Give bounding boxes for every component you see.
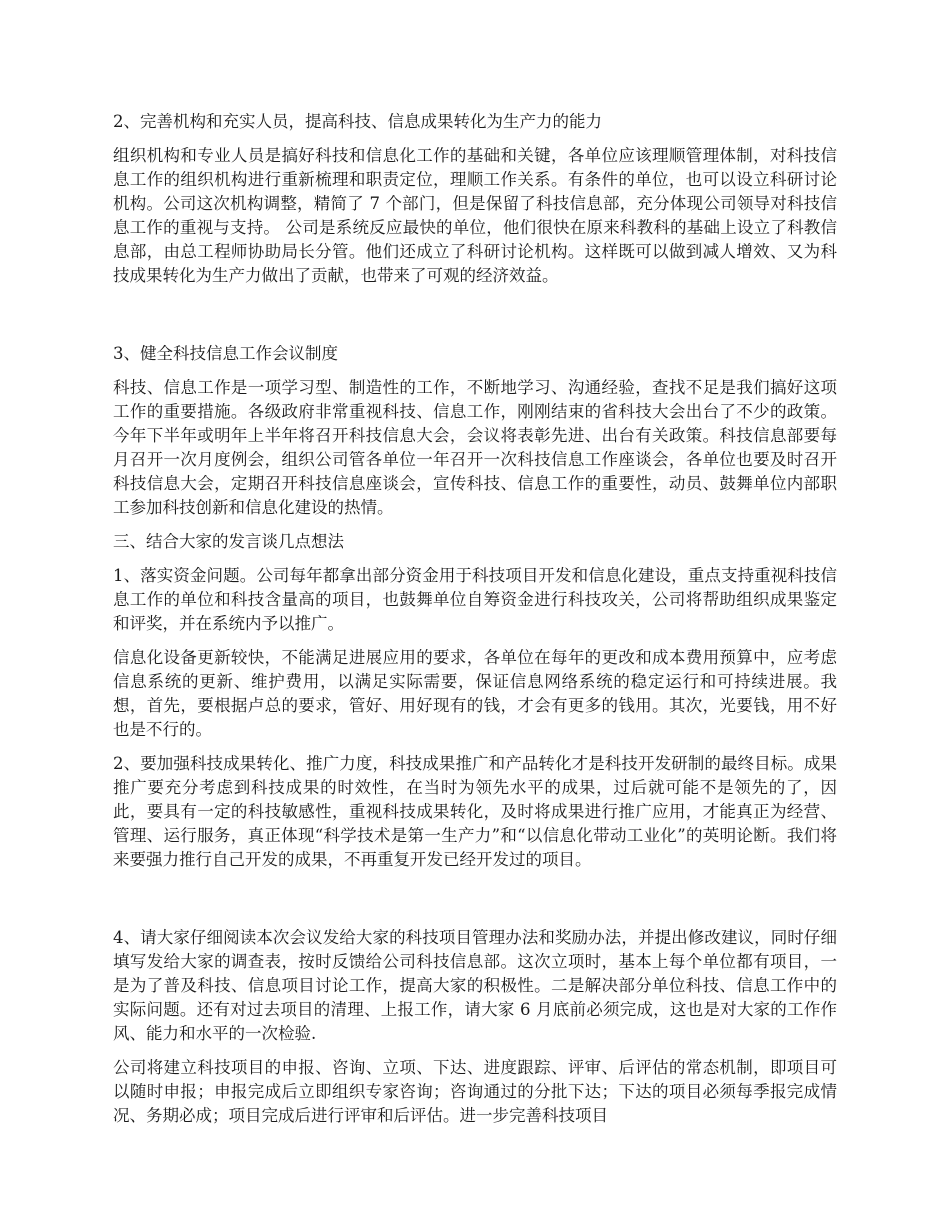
paragraph-meeting-system: 科技、信息工作是一项学习型、制造性的工作，不断地学习、沟通经验，查找不足是我们搞好这项工作的重要措施。各级政府非常重视科技、信息工作，刚刚结束的省科技大会出台了不少的政策。今年下半年或明年上半年将召开科技信息大会，会议将表彰先进、出台有关政策。科技信息部要每月召开一次月度例会，组织公司管各单位一年召开一次科技信息工作座谈会，各单位也要及时召开科技信息大会，定期召开科技信息座谈会，宣传科技、信息工作的重要性，动员、鼓舞单位内部职工参加科技创新和信息化建设的热情。 — [113, 378, 837, 517]
section-heading-2: 2、完善机构和充实人员，提高科技、信息成果转化为生产力的能力 — [113, 112, 602, 131]
paragraph-achievement-transfer: 2、要加强科技成果转化、推广力度，科技成果推广和产品转化才是科技开发研制的最终目标。成果推广要充分考虑到科技成果的时效性，在当时为领先水平的成果，过后就可能不是领先的了，因此，要具有一定的科技敏感性，重视科技成果转化，及时将成果进行推广应用，才能真正为经营、管理、运行服务，真正体现“科学技术是第一生产力”和“以信息化带动工业化”的英明论断。我们将来要强力推行自己开发的成果，不再重复开发已经开发过的项目。 — [113, 754, 837, 869]
paragraph-project-management: 4、请大家仔细阅读本次会议发给大家的科技项目管理办法和奖励办法，并提出修改建议，同时仔细填写发给大家的调查表，按时反馈给公司科技信息部。这次立项时，基本上每个单位都有项目，一是为了普及科技、信息项目讨论工作，提高大家的积极性。二是解决部分单位科技、信息工作中的实际问题。还有对过去项目的清理、上报工作，请大家 6 月底前必须完成，这也是对大家的工作作风、能力和水平的一次检验. — [113, 928, 837, 1043]
paragraph-project-mechanism: 公司将建立科技项目的申报、咨询、立项、下达、进度跟踪、评审、后评估的常态机制，即项目可以随时申报；申报完成后立即组织专家咨询；咨询通过的分批下达；下达的项目必须每季报完成情况、务期必成；项目完成后进行评审和后评估。进一步完善科技项目 — [113, 1058, 837, 1125]
paragraph-it-equipment: 信息化设备更新较快，不能满足进展应用的要求，各单位在每年的更改和成本费用预算中，应考虑信息系统的更新、维护费用，以满足实际需要，保证信息网络系统的稳定运行和可持续进展。我想，首先，要根据卢总的要求，管好、用好现有的钱，才会有更多的钱用。其次，光要钱，用不好也是不行的。 — [113, 648, 837, 739]
paragraph-funding: 1、落实资金问题。公司每年都拿出部分资金用于科技项目开发和信息化建设，重点支持重视科技信息工作的单位和科技含量高的项目，也鼓舞单位自筹资金进行科技攻关，公司将帮助组织成果鉴定和评奖，并在系统内予以推广。 — [113, 566, 837, 633]
spacer — [113, 882, 837, 926]
section-heading-part-three: 三、结合大家的发言谈几点想法 — [113, 532, 344, 551]
section-heading-3: 3、健全科技信息工作会议制度 — [113, 344, 338, 363]
paragraph-organization: 组织机构和专业人员是搞好科技和信息化工作的基础和关键，各单位应该理顺管理体制，对科技信息工作的组织机构进行重新梳理和职责定位，理顺工作关系。有条件的单位，也可以设立科研讨论机构。公司这次机构调整，精简了 7 个部门，但是保留了科技信息部，充分体现公司领导对科技信息工作的重视与支持。 公司是系统反应最快的单位，他们很快在原来科教科的基础上设立了科教信息部，由总工程师协助局长分管。他们还成立了科研讨论机构。这样既可以做到减人增效、又为科技成果转化为生产力做出了贡献，也带来了可观的经济效益。 — [113, 146, 837, 285]
spacer — [113, 298, 837, 342]
